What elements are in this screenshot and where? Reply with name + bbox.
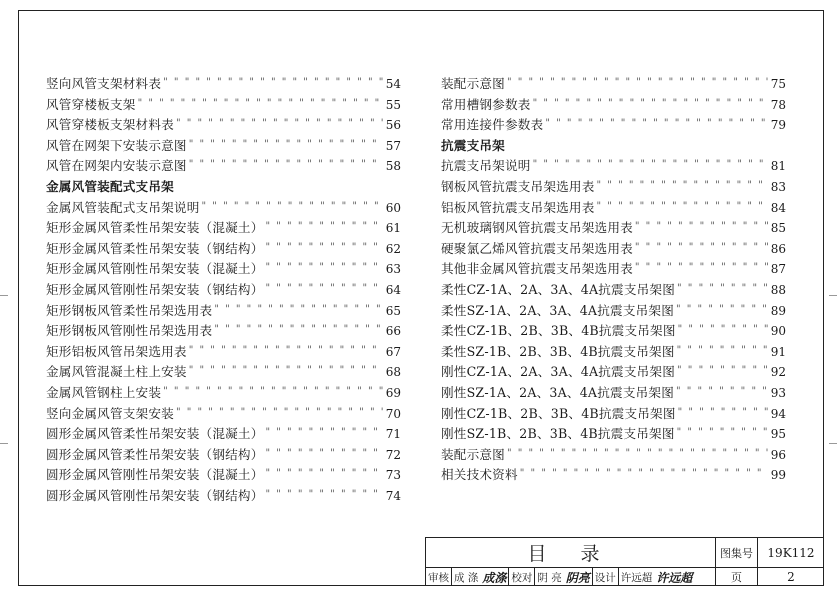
toc-entry <box>46 362 401 383</box>
leader-dots <box>189 135 383 156</box>
leader-dots <box>677 423 768 444</box>
page-number: 2 <box>787 570 795 584</box>
toc-entry-title: 矩形铝板风管吊架选用表 <box>46 343 187 359</box>
toc-entry-page: 71 <box>385 427 401 442</box>
toc-entry-page: 73 <box>385 468 401 483</box>
toc-entry-page: 62 <box>385 241 401 256</box>
leader-dots <box>176 114 383 135</box>
check-name: 阴 亮 <box>537 571 562 584</box>
toc-entry <box>46 321 401 342</box>
leader-dots <box>507 444 768 465</box>
review-label: 审核 <box>428 571 449 584</box>
toc-entry-title: 圆形金属风管柔性吊架安装（混凝土） <box>46 426 264 442</box>
toc-entry-title: 圆形金属风管刚性吊架安装（钢结构） <box>46 487 264 503</box>
leader-dots <box>635 238 768 259</box>
toc-entry-title: 风管穿楼板支架 <box>46 96 136 112</box>
toc-entry-page: 66 <box>385 324 401 339</box>
toc-entry-title: 刚性SZ-1A、2A、3A、4A抗震支吊架图 <box>441 384 674 400</box>
leader-dots <box>266 279 384 300</box>
leader-dots <box>678 320 768 341</box>
toc-entry-page: 87 <box>770 262 786 277</box>
toc-entry-page: 74 <box>385 488 401 503</box>
leader-dots <box>266 217 384 238</box>
leader-dots <box>266 464 384 485</box>
toc-entry <box>441 177 786 198</box>
check-signature: 阴亮 <box>565 570 590 585</box>
leader-dots <box>189 341 383 362</box>
toc-entry-page: 58 <box>385 159 401 174</box>
toc-entry-page: 92 <box>770 365 786 380</box>
toc-entry <box>441 342 786 363</box>
toc-entry <box>441 218 786 239</box>
toc-entry-page: 54 <box>385 77 401 91</box>
toc-entry-page: 68 <box>385 365 401 380</box>
toc-entry-page: 65 <box>385 303 401 318</box>
toc-entry-page: 93 <box>770 385 786 400</box>
toc-entry <box>46 383 401 404</box>
toc-section-heading <box>441 136 786 157</box>
toc-entry-title: 矩形金属风管柔性吊架安装（钢结构） <box>46 240 264 256</box>
toc-entry <box>46 445 401 466</box>
toc-entry-title: 钢板风管抗震支吊架选用表 <box>441 178 595 194</box>
toc-entry <box>46 115 401 136</box>
toc-entry-title: 装配示意图 <box>441 446 505 462</box>
toc-entry <box>46 218 401 239</box>
toc-entry <box>441 239 786 260</box>
design-label: 设计 <box>594 571 616 584</box>
toc-entry-page: 81 <box>770 159 786 174</box>
toc-entry-page: 72 <box>385 447 401 462</box>
toc-entry-page: 84 <box>770 200 786 215</box>
toc-entry-page: 75 <box>770 77 786 91</box>
leader-dots <box>597 176 768 197</box>
toc-entry-title: 刚性CZ-1B、2B、3B、4B抗震支吊架图 <box>441 405 676 421</box>
toc-entry-page: 56 <box>385 118 401 133</box>
toc-entry <box>46 342 401 363</box>
binding-mark <box>0 295 8 296</box>
toc-left-column <box>46 74 401 506</box>
toc-entry-page: 79 <box>770 118 786 133</box>
toc-entry <box>441 383 786 404</box>
toc-entry-title: 硬聚氯乙烯风管抗震支吊架选用表 <box>441 240 633 256</box>
leader-dots <box>176 403 383 424</box>
toc-entry <box>46 465 401 486</box>
toc-entry-title: 柔性CZ-1A、2A、3A、4A抗震支吊架图 <box>441 281 676 297</box>
toc-entry-page: 67 <box>385 344 401 359</box>
leader-dots <box>214 300 383 321</box>
toc-entry <box>441 301 786 322</box>
leader-dots <box>214 320 383 341</box>
toc-entry <box>441 404 786 425</box>
toc-entry-page: 61 <box>385 221 401 236</box>
toc-entry-title: 矩形钢板风管刚性吊架选用表 <box>46 323 213 339</box>
toc-entry-title: 刚性SZ-1B、2B、3B、4B抗震支吊架图 <box>441 426 675 442</box>
toc-entry-page: 57 <box>385 138 401 153</box>
signature-row <box>426 568 716 586</box>
toc-entry-title: 风管在网架内安装示意图 <box>46 158 187 174</box>
toc-entry-title: 金属风管装配式支吊架说明 <box>46 199 200 215</box>
leader-dots <box>266 485 384 506</box>
toc-entry-page: 95 <box>770 427 786 442</box>
toc-entry <box>46 198 401 219</box>
toc-entry-page: 60 <box>385 200 401 215</box>
toc-entry-title: 抗震支吊架 <box>441 137 505 153</box>
leader-dots <box>189 155 383 176</box>
leader-dots <box>266 258 384 279</box>
toc-entry <box>441 115 786 136</box>
leader-dots <box>635 217 768 238</box>
toc-entry-title: 金属风管钢柱上安装 <box>46 384 162 400</box>
binding-mark <box>829 443 837 444</box>
atlas-number-value: 19K112 <box>758 538 824 568</box>
leader-dots <box>533 155 768 176</box>
toc-entry-title: 矩形金属风管刚性吊架安装（混凝土） <box>46 261 264 277</box>
leader-dots <box>678 403 768 424</box>
toc-entry-title: 矩形金属风管柔性吊架安装（混凝土） <box>46 220 264 236</box>
design-name: 许远超 <box>620 571 653 584</box>
toc-entry-title: 风管在网架下安装示意图 <box>46 137 187 153</box>
leader-dots <box>676 382 768 403</box>
toc-entry-title: 金属风管装配式支吊架 <box>46 178 174 194</box>
toc-entry-title: 铝板风管抗震支吊架选用表 <box>441 199 595 215</box>
toc-entry-page: 78 <box>770 97 786 112</box>
leader-dots <box>677 361 768 382</box>
leader-dots <box>163 382 383 403</box>
toc-entry <box>46 486 401 507</box>
toc-entry-page: 85 <box>770 221 786 236</box>
toc-entry-page: 99 <box>770 468 786 483</box>
leader-dots <box>533 94 768 115</box>
toc-entry-title: 金属风管混凝土柱上安装 <box>46 364 187 380</box>
toc-entry <box>441 198 786 219</box>
review-name: 成 涤 <box>454 571 479 584</box>
toc-entry-title: 风管穿楼板支架材料表 <box>46 117 174 133</box>
design-signature: 许远超 <box>656 570 693 585</box>
leader-dots <box>266 444 384 465</box>
toc-entry-page: 64 <box>385 282 401 297</box>
leader-dots <box>163 73 383 94</box>
toc-entry-title: 矩形钢板风管柔性吊架选用表 <box>46 302 213 318</box>
leader-dots <box>202 197 383 218</box>
toc-entry <box>46 156 401 177</box>
leader-dots <box>545 114 768 135</box>
toc-entry-page: 86 <box>770 241 786 256</box>
toc-entry-title: 圆形金属风管刚性吊架安装（混凝土） <box>46 467 264 483</box>
leader-dots <box>677 341 768 362</box>
toc-entry <box>441 280 786 301</box>
toc-entry <box>46 301 401 322</box>
leader-dots <box>676 300 768 321</box>
toc-entry-title: 抗震支吊架说明 <box>441 158 531 174</box>
leader-dots <box>266 423 384 444</box>
toc-entry <box>441 95 786 116</box>
binding-mark <box>829 295 837 296</box>
toc-entry-page: 70 <box>385 406 401 421</box>
leader-dots <box>189 361 383 382</box>
page-label: 页 <box>716 568 758 586</box>
review-signature: 成涤 <box>482 570 507 585</box>
toc-entry-page: 55 <box>385 97 401 112</box>
check-label: 校对 <box>511 571 533 584</box>
toc-entry-title: 竖向金属风管支架安装 <box>46 405 174 421</box>
toc-entry-title: 竖向风管支架材料表 <box>46 76 162 91</box>
toc-entry-title: 常用槽钢参数表 <box>441 96 531 112</box>
toc-entry-page: 63 <box>385 262 401 277</box>
toc-entry <box>46 259 401 280</box>
toc-entry-page: 96 <box>770 447 786 462</box>
toc-entry-page: 88 <box>770 282 786 297</box>
toc-entry-title: 刚性CZ-1A、2A、3A、4A抗震支吊架图 <box>441 364 676 380</box>
leader-dots <box>677 279 768 300</box>
toc-entry <box>46 74 401 95</box>
toc-entry-page: 83 <box>770 179 786 194</box>
toc-entry-title: 圆形金属风管柔性吊架安装（钢结构） <box>46 446 264 462</box>
toc-entry-title: 柔性CZ-1B、2B、3B、4B抗震支吊架图 <box>441 323 676 339</box>
catalog-title: 目 录 <box>426 538 716 568</box>
toc-entry <box>441 424 786 445</box>
toc-entry-title: 柔性SZ-1A、2A、3A、4A抗震支吊架图 <box>441 302 674 318</box>
toc-entry-page: 89 <box>770 303 786 318</box>
toc-entry-title: 矩形金属风管刚性吊架安装（钢结构） <box>46 281 264 297</box>
title-block <box>425 537 823 585</box>
leader-dots <box>597 197 768 218</box>
toc-entry-page: 69 <box>385 385 401 400</box>
leader-dots <box>520 464 768 485</box>
toc-entry <box>46 239 401 260</box>
toc-section-heading <box>46 177 401 198</box>
toc-entry-title: 装配示意图 <box>441 76 505 91</box>
toc-entry <box>441 465 786 486</box>
toc-entry-title: 柔性SZ-1B、2B、3B、4B抗震支吊架图 <box>441 343 675 359</box>
toc-entry <box>46 95 401 116</box>
leader-dots <box>266 238 384 259</box>
toc-entry-title: 无机玻璃钢风管抗震支吊架选用表 <box>441 220 633 236</box>
toc-entry-page: 94 <box>770 406 786 421</box>
binding-mark <box>0 443 8 444</box>
leader-dots <box>635 258 768 279</box>
toc-entry-title: 常用连接件参数表 <box>441 117 544 133</box>
toc-entry <box>441 259 786 280</box>
toc-entry-page: 91 <box>770 344 786 359</box>
toc-entry <box>46 136 401 157</box>
toc-entry <box>441 445 786 466</box>
toc-entry <box>46 404 401 425</box>
toc-entry-title: 相关技术资料 <box>441 467 518 483</box>
toc-entry-title: 其他非金属风管抗震支吊架选用表 <box>441 261 633 277</box>
toc-right-column <box>441 74 786 486</box>
toc-entry <box>441 321 786 342</box>
atlas-number-label: 图集号 <box>716 538 758 568</box>
leader-dots <box>138 94 383 115</box>
leader-dots <box>507 73 768 94</box>
toc-entry <box>441 156 786 177</box>
toc-entry <box>441 362 786 383</box>
toc-entry <box>46 424 401 445</box>
toc-entry <box>46 280 401 301</box>
toc-entry <box>441 74 786 95</box>
toc-entry-page: 90 <box>770 324 786 339</box>
